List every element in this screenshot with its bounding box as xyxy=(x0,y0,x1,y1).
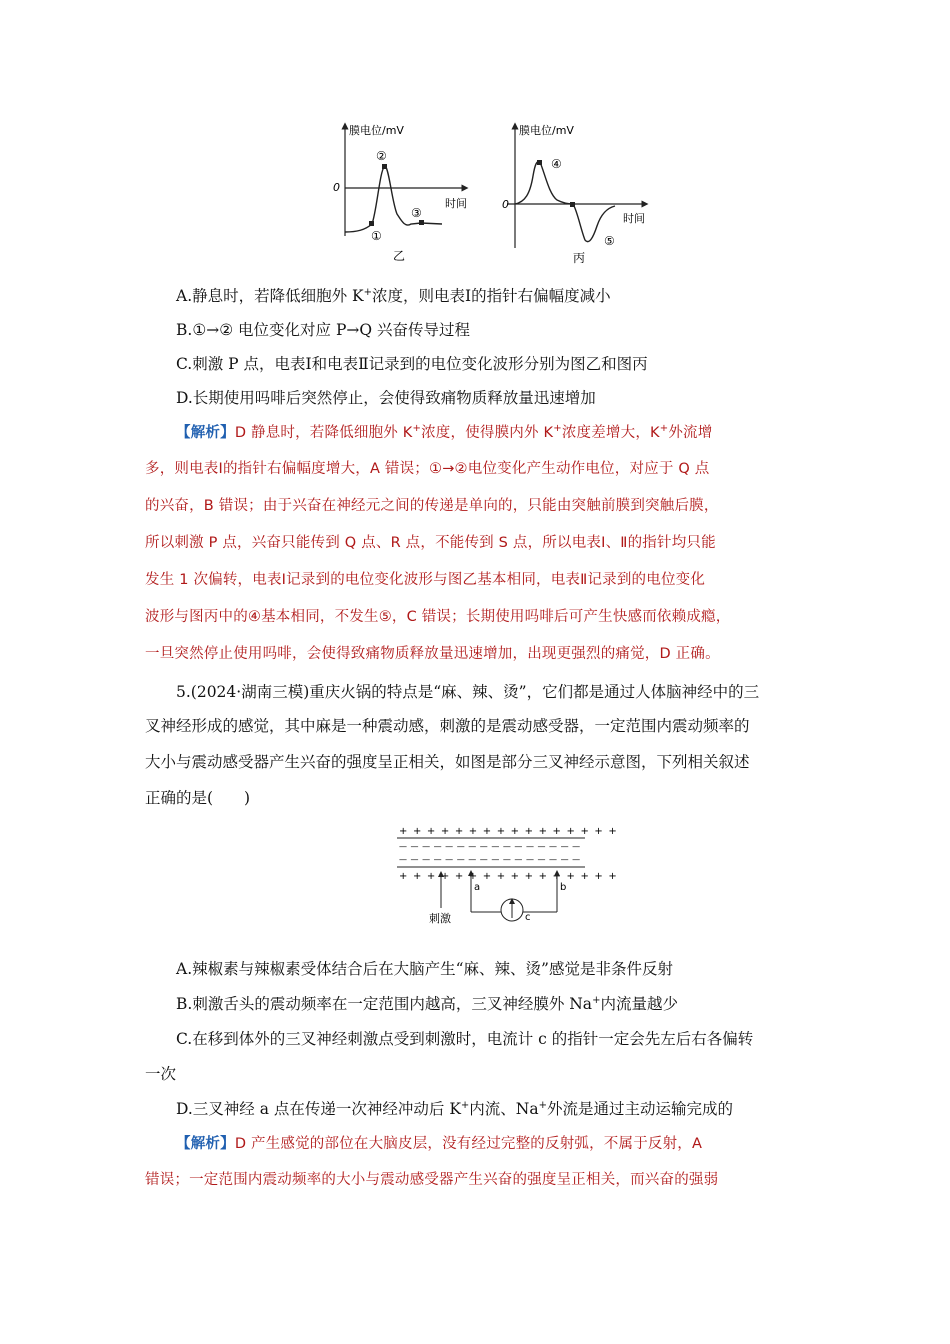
yi-mark-1: ① xyxy=(371,229,382,243)
yi-point-2 xyxy=(382,164,387,169)
q4-analysis-line-4: 所以刺激 P 点，兴奋只能传到 Q 点、R 点，不能传到 S 点，所以电表Ⅰ、Ⅱ的指针均只能 xyxy=(145,535,716,551)
q4-analysis-line-6: 波形与图丙中的④基本相同，不发生⑤，C 错误；长期使用吗啡后可产生快感而依赖成瘾， xyxy=(145,609,731,625)
bing-caption: 丙 xyxy=(573,251,586,265)
q4-option-a: A.静息时，若降低细胞外 K+浓度，则电表Ⅰ的指针右偏幅度减小 xyxy=(176,286,611,305)
yi-mark-3: ③ xyxy=(411,206,422,220)
yi-point-1 xyxy=(369,221,374,226)
yi-point-3 xyxy=(419,220,424,225)
q4-analysis-line-7: 一旦突然停止使用吗啡，会使得致痛物质释放量迅速增加，出现更强烈的痛觉，D 正确。 xyxy=(145,646,720,662)
label-a: a xyxy=(474,882,481,893)
yi-waveform xyxy=(345,166,442,232)
q5-stem-line-2: 叉神经形成的感觉，其中麻是一种震动感，刺激的是震动感受器，一定范围内震动频率的 xyxy=(145,717,750,735)
analysis-answer: D xyxy=(234,425,247,441)
bing-xlabel: 时间 xyxy=(623,212,645,225)
trigeminal-nerve-figure xyxy=(395,822,618,934)
q4-analysis-line-1: 【解析】D 静息时，若降低细胞外 K+浓度，使得膜内外 K+浓度差增大，K+外流增 xyxy=(176,423,713,441)
plus-row-top: + + + + + + + + + + + + + + + + xyxy=(399,826,618,837)
bing-mark-5: ⑤ xyxy=(604,234,615,248)
q5-stem-line-1: 5.(2024·湖南三模)重庆火锅的特点是“麻、辣、烫”，它们都是通过人体脑神经中的三 xyxy=(176,683,760,701)
yi-caption: 乙 xyxy=(393,249,406,263)
q4-analysis-line-3: 的兴奋，B 错误；由于兴奋在神经元之间的传递是单向的，只能由突触前膜到突触后膜， xyxy=(145,498,719,514)
minus-row-1: — — — — — — — — — — — — — — — — xyxy=(399,842,581,851)
plus-row-bottom: + + + + + + + + + + + + + + + + xyxy=(399,871,618,882)
q4-analysis-line-5: 发生 1 次偏转，电表Ⅰ记录到的电位变化波形与图乙基本相同，电表Ⅱ记录到的电位变化 xyxy=(145,572,706,588)
bing-waveform xyxy=(515,162,615,242)
bing-ylabel: 膜电位/mV xyxy=(519,124,574,137)
q4-analysis-line-2: 多，则电表Ⅰ的指针右偏幅度增大，A 错误；①→②电位变化产生动作电位，对应于 Q 点 xyxy=(145,461,710,477)
yi-zero: 0 xyxy=(333,181,340,194)
label-b: b xyxy=(560,882,567,893)
q5-option-d: D.三叉神经 a 点在传递一次神经冲动后 K+内流、Na+外流是通过主动运输完成的 xyxy=(176,1099,734,1118)
q4-option-b: B.①→② 电位变化对应 P→Q 兴奋传导过程 xyxy=(176,321,471,339)
stimulus-label: 刺激 xyxy=(429,912,451,925)
q5-option-a: A.辣椒素与辣椒素受体结合后在大脑产生“麻、辣、烫”感觉是非条件反射 xyxy=(176,960,673,978)
bing-mark-4: ④ xyxy=(551,157,562,171)
q5-stem-line-3: 大小与震动感受器产生兴奋的强度呈正相关，如图是部分三叉神经示意图，下列相关叙述 xyxy=(145,753,750,771)
graph-yi xyxy=(333,123,467,263)
q5-option-b: B.刺激舌头的震动频率在一定范围内越高，三叉神经膜外 Na+内流量越少 xyxy=(176,994,678,1013)
analysis-tag: 【解析】 xyxy=(176,425,235,441)
analysis-tag: 【解析】 xyxy=(176,1136,235,1152)
membrane-potential-figure xyxy=(325,118,655,270)
q5-option-c-cont: 一次 xyxy=(145,1065,177,1083)
q4-option-d: D.长期使用吗啡后突然停止，会使得致痛物质释放量迅速增加 xyxy=(176,389,596,407)
graph-bing xyxy=(502,123,645,265)
q5-option-c: C.在移到体外的三叉神经刺激点受到刺激时，电流计 c 的指针一定会先左后右各偏转 xyxy=(176,1030,754,1048)
yi-ylabel: 膜电位/mV xyxy=(349,124,404,137)
bing-point-4 xyxy=(537,160,542,165)
q5-analysis-line-2: 错误；一定范围内震动频率的大小与震动感受器产生兴奋的强度呈正相关，而兴奋的强弱 xyxy=(145,1172,719,1188)
bing-zero: 0 xyxy=(502,198,509,211)
yi-xlabel: 时间 xyxy=(445,197,467,210)
minus-row-2: — — — — — — — — — — — — — — — — xyxy=(399,855,581,864)
q5-analysis-line-1: 【解析】D 产生感觉的部位在大脑皮层，没有经过完整的反射弧，不属于反射，A xyxy=(176,1136,703,1152)
label-c: c xyxy=(525,912,531,923)
q5-stem-line-4: 正确的是( ) xyxy=(145,789,251,807)
q4-option-c: C.刺激 P 点，电表Ⅰ和电表Ⅱ记录到的电位变化波形分别为图乙和图丙 xyxy=(176,355,648,373)
analysis-answer: D xyxy=(234,1136,247,1152)
bing-point-mid xyxy=(570,202,575,207)
yi-mark-2: ② xyxy=(376,149,387,163)
